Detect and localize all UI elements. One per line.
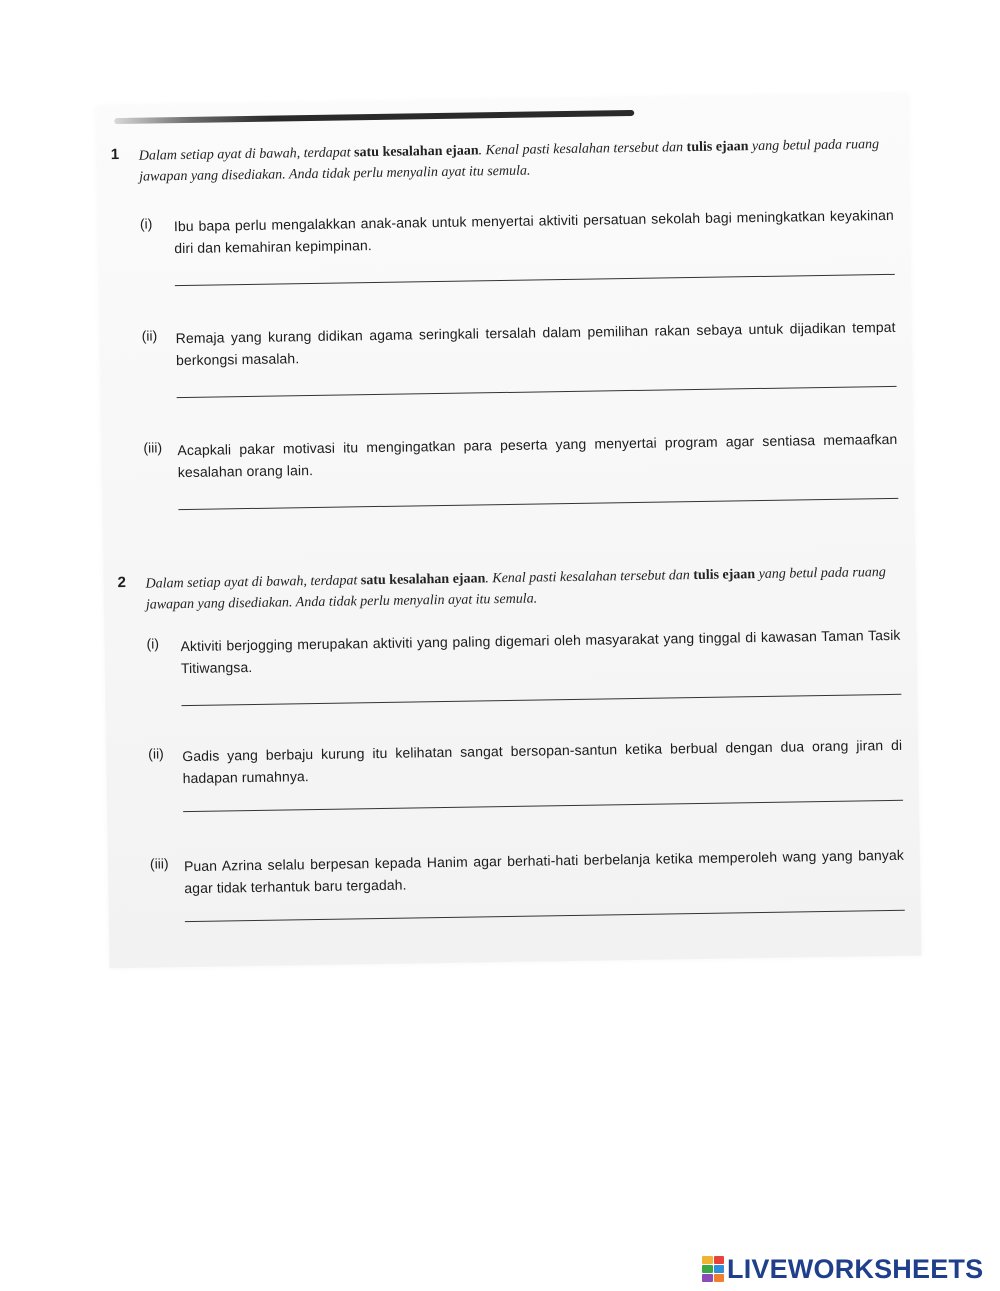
item-numeral: (i)	[139, 215, 153, 232]
answer-line[interactable]	[175, 274, 895, 286]
scan-edge-bar	[114, 110, 634, 124]
item-sentence: Gadis yang berbaju kurung itu kelihatan sangat bersopan-santun ketika berbual dengan dua orang jiran di hadapan rumahnya.	[182, 736, 903, 787]
answer-line[interactable]	[181, 694, 901, 706]
question-2-item-i	[146, 624, 901, 677]
question-number: 2	[117, 573, 127, 592]
answer-line[interactable]	[185, 910, 905, 922]
item-numeral: (ii)	[141, 327, 158, 344]
item-sentence: Remaja yang kurang didikan agama seringkali tersalah dalam pemilihan rakan sebaya untuk dijadikan tempat berkongsi masalah.	[175, 318, 896, 369]
question-2	[103, 562, 915, 897]
question-1-item-iii	[143, 428, 898, 481]
question-instruction: Dalam setiap ayat di bawah, terdapat satu kesalahan ejaan. Kenal pasti kesalahan tersebut dan tulis ejaan yang betul pada ruang jawapan yang disediakan. Anda tidak perlu menyalin ayat itu semula.	[145, 565, 886, 613]
question-instruction: Dalam setiap ayat di bawah, terdapat satu kesalahan ejaan. Kenal pasti kesalahan tersebut dan tulis ejaan yang betul pada ruang jawapan yang disediakan. Anda tidak perlu menyalin ayat itu semula.	[138, 137, 880, 185]
item-sentence: Aktiviti berjogging merupakan aktiviti yang paling digemari oleh masyarakat yang tinggal di kawasan Taman Tasik Titiwangsa.	[180, 626, 901, 677]
liveworksheets-logo-icon	[702, 1256, 724, 1282]
scanned-worksheet	[96, 94, 921, 969]
item-numeral: (iii)	[149, 855, 169, 872]
question-1	[97, 134, 909, 481]
logo-text: LIVEWORKSHEETS	[727, 1253, 984, 1284]
item-numeral: (ii)	[148, 745, 164, 762]
item-sentence: Ibu bapa perlu mengalakkan anak-anak untuk menyertai aktiviti persatuan sekolah bagi meningkatkan keyakinan diri dan kemahiran kepimpinan.	[173, 206, 894, 257]
item-numeral: (iii)	[143, 439, 163, 456]
question-2-item-iii	[149, 844, 905, 897]
item-numeral: (i)	[146, 635, 160, 652]
liveworksheets-logo[interactable]	[702, 1253, 983, 1285]
question-2-item-ii	[148, 734, 903, 787]
question-1-item-ii	[141, 316, 896, 369]
question-1-item-i	[139, 204, 894, 257]
item-sentence: Puan Azrina selalu berpesan kepada Hanim agar berhati-hati berbelanja ketika memperoleh wang yang banyak agar tidak terhantuk baru tergadah.	[183, 846, 905, 897]
answer-line[interactable]	[178, 498, 898, 510]
item-sentence: Acapkali pakar motivasi itu mengingatkan para peserta yang menyertai program agar sentiasa memaafkan kesalahan orang lain.	[177, 430, 898, 481]
answer-line[interactable]	[183, 800, 903, 812]
answer-line[interactable]	[177, 386, 897, 398]
question-number: 1	[110, 146, 120, 164]
